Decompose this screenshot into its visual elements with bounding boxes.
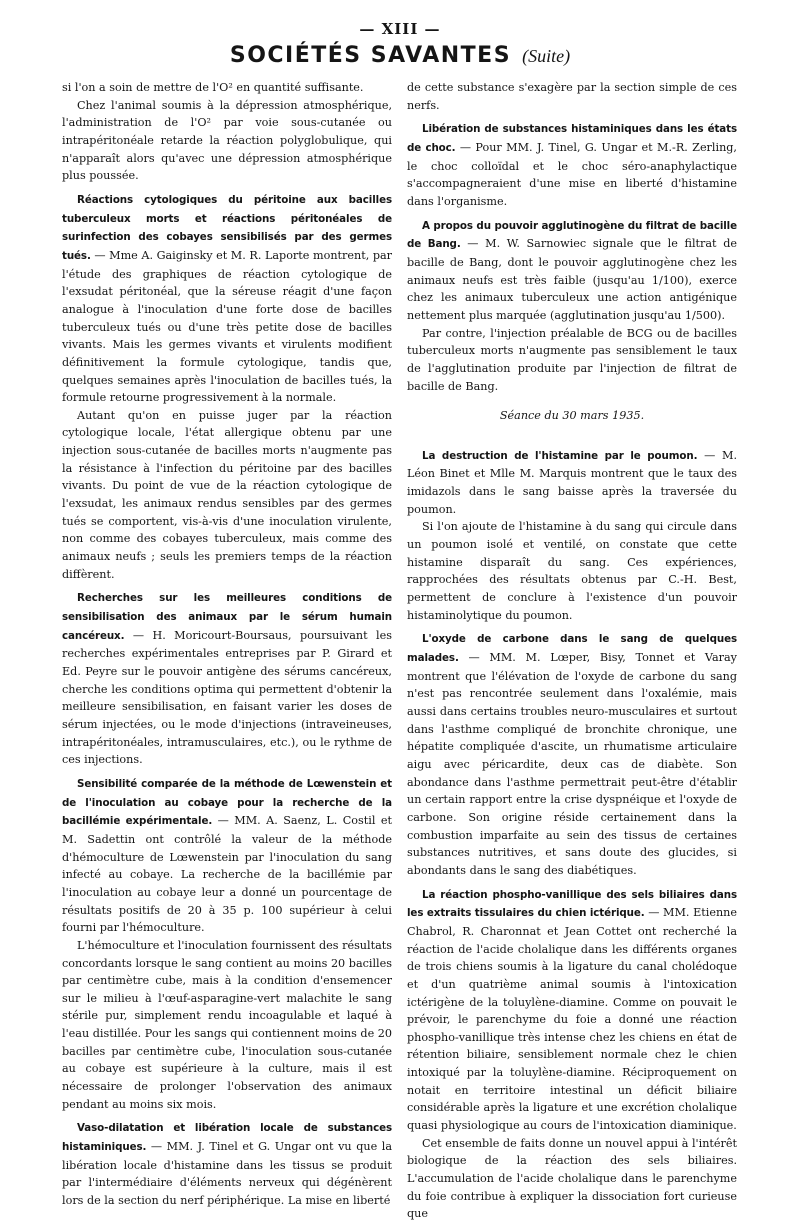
article-body: — M. W. Sarnowiec signale que le filtrat de bacille de Bang, dont le pouvoir agglutinogène chez les animaux neufs est très faible (jusqu'au 1/100), exerce chez les animaux tuberculeux une action antigénique nettement plus marquée (agglutination jusqu'au 1/500).: [407, 237, 737, 322]
article-heading: Vaso-dilatation et libération locale de substances histaminiques.: [62, 1122, 392, 1154]
right-column: [407, 79, 738, 1221]
article: [62, 775, 392, 937]
page-title: [0, 43, 800, 68]
article-body: — MM. A. Saenz, L. Costil et M. Sadettin ont contrôlé la valeur de la méthode d'hémoculture de Lœwenstein par l'inoculation du sang infecté au cobaye. La recherche de la bacillémie par l'inoculation au cobaye leur a donné un pourcentage de résultats positifs de 20 à 35 p. 100 supérieur à celui fourni par l'hémoculture.: [62, 814, 393, 935]
section-title: SOCIÉTÉS SAVANTES: [229, 43, 512, 68]
article: [407, 447, 737, 519]
article-heading: L'oxyde de carbone dans le sang de quelques malades.: [407, 633, 737, 665]
paragraph: de cette substance s'exagère par la section simple de ces nerfs.: [407, 81, 737, 112]
article: [407, 120, 737, 210]
paragraph: Par contre, l'injection préalable de BCG ou de bacilles tuberculeux morts n'augmente pas sensiblement le taux de l'agglutination produite par l'injection de filtrat de bacille de Bang.: [407, 326, 737, 393]
article: [407, 217, 737, 325]
left-column: [62, 79, 393, 1208]
article-body: — MM. Etienne Chabrol, R. Charonnat et Jean Cottet ont recherché la réaction de l'acide cholalique dans les différents organes de trois chiens soumis à la ligature du canal cholédoque et d'un quatrième animal soumis à l'intoxication ictérigène de la toluylène-diamine. Comme on pouvait le prévoir, le parenchyme du foie a donné une réaction phospho-vanillique très intense chez les chiens en état de rétention biliaire, sensiblement normale chez le chien intoxiqué par la toluylène-diamine. Réciproquement on notait en territoire intestinal un déficit biliaire considérable après la ligature et une excrétion cholalique quasi physiologique au cours de l'intoxication diaminique.: [407, 906, 737, 1133]
paragraph: Autant qu'on en puisse juger par la réaction cytologique locale, l'état allergique obtenu par une injection sous-cutanée de bacilles morts n'augmente pas la résistance à l'infection du péritoine par des bacilles vivants. Du point de vue de la réaction cytologique de l'exsudat, les animaux rendus sensibles par des germes tués se comportent, vis-à-vis d'une inoculation virulente, non comme des cobayes tuberculeux, mais comme des animaux neufs ; seuls les premiers temps de la réaction diffèrent.: [62, 408, 392, 581]
article: [407, 630, 737, 879]
article: [407, 886, 737, 1135]
paragraph: Cet ensemble de faits donne un nouvel appui à l'intérêt biologique de la réaction des sels biliaires. L'accumulation de l'acide cholalique dans le parenchyme du foie contribue à expliquer la dissociation fort curieuse que: [407, 1136, 737, 1221]
article-heading: A propos du pouvoir agglutinogène du filtrat de bacille de Bang.: [407, 219, 737, 251]
paragraph: Chez l'animal soumis à la dépression atmosphérique, l'administration de l'O² par voie sous-cutanée ou intrapéritonéale retarde la réaction polyglobulique, qui n'apparaît alors qu'avec une dépression atmosphérique plus poussée.: [62, 98, 392, 183]
article-body: — Mme A. Gaiginsky et M. R. Laporte montrent, par l'étude des graphiques de réaction cytologique de l'exsudat péritonéal, que la séreuse réagit d'une façon analogue à l'inoculation d'une forte dose de bacilles tuberculeux tués ou d'une très petite dose de bacilles vivants. Mais les germes vivants et virulents modifient définitivement la formule cytologique, tandis que, quelques semaines après l'inoculation de bacilles tués, la formule retourne progressivement à la normale.: [62, 248, 392, 405]
article-body: — Pour MM. J. Tinel, G. Ungar et M.-R. Zerling, le choc colloïdal et le choc séro-anaphylactique s'accompagneraient d'une mise en liberté d'histamine dans l'organisme.: [407, 140, 737, 208]
article-body: — H. Moricourt-Boursaus, poursuivant les recherches expérimentales entreprises par P. Girard et Ed. Peyre sur le pouvoir antigène des sérums cancéreux, cherche les conditions optima qui permettent d'obtenir la meilleure sensibilisation, en faisant varier les doses de sérum injectées, ou le mode d'injections (intraveineuses, intrapéritonéales, intramusculaires, etc.), ou le rythme de ces injections.: [62, 628, 392, 767]
article-heading: Sensibilité comparée de la méthode de Lœwenstein et de l'inoculation au cobaye pour la recherche de la bacillémie expérimentale.: [62, 777, 392, 828]
article-heading: Recherches sur les meilleures conditions de sensibilisation des animaux par le sérum humain cancéreux.: [62, 592, 392, 642]
article-heading: La destruction de l'histamine par le poumon.: [422, 449, 698, 462]
article-body: — MM. J. Tinel et G. Ungar ont vu que la libération locale d'histamine dans les tissus se produit par l'intermédiaire d'éléments nerveux qui dégénèrent lors de la section du nerf périphérique. La mise en liberté: [62, 1140, 392, 1208]
article: [62, 589, 392, 769]
paragraph: L'hémoculture et l'inoculation fournissent des résultats concordants lorsque le sang contient au moins 20 bacilles par centimètre cube, mais à la condition d'ensemencer sur le milieu à l'œuf-asparagine-vert malachite le sang stérile pur, simplement rendu incoagulable et laqué à l'eau distillée. Pour les sangs qui contiennent moins de 20 bacilles par centimètre cube, l'inoculation sous-cutanée au cobaye est supérieure à la culture, mais il est nécessaire de prolonger l'observation des animaux pendant au moins six mois.: [62, 938, 392, 1111]
section-title-suffix: (Suite): [522, 46, 571, 66]
article-heading: Réactions cytologiques du péritoine aux bacilles tuberculeux morts et réactions péritonéales de surinfection des cobayes sensibilisés par des germes tués.: [62, 193, 392, 262]
session-date: Séance du 30 mars 1935.: [499, 409, 645, 423]
article-heading: Libération de substances histaminiques dans les états de choc.: [407, 123, 737, 154]
article-body: — M. Léon Binet et Mlle M. Marquis montrent que le taux des imidazols dans le sang baisse après la traversée du poumon.: [407, 448, 738, 516]
paragraph: Si l'on ajoute de l'histamine à du sang qui circule dans un poumon isolé et ventilé, on constate que cette histamine disparaît du sang. Ces expériences, rapprochées des résultats obtenus par C.-H. Best, permettent de conclure à l'existence d'un pouvoir histaminolytique du poumon.: [407, 520, 737, 622]
paragraph: si l'on a soin de mettre de l'O² en quantité suffisante.: [62, 81, 364, 94]
article: [62, 191, 392, 407]
page-number: — XIII —: [359, 20, 441, 38]
article: [62, 1119, 392, 1209]
article-body: — MM. M. Lœper, Bisy, Tonnet et Varay montrent que l'élévation de l'oxyde de carbone du sang n'est pas rencontrée seulement dans l'oxalémie, mais aussi dans certains troubles neuro-musculaires et surtout dans l'asthme compliqué de bronchite chronique, une hépatite compliquée d'ascite, un rhumatisme articulaire aigu avec péricardite, deux cas de diabète. Son abondance dans l'asthme permettrait peut-être d'établir un certain rapport entre la crise dyspnéique et l'oxyde de carbone. Son origine réside certainement dans la combustion imparfaite au sein des tissus de certaines substances nutritives, et sans doute des glucides, si abondants dans le sang des diabétiques.: [407, 651, 737, 877]
article-heading: La réaction phospho-vanillique des sels biliaires dans les extraits tissulaires du chien ictérique.: [407, 888, 737, 920]
